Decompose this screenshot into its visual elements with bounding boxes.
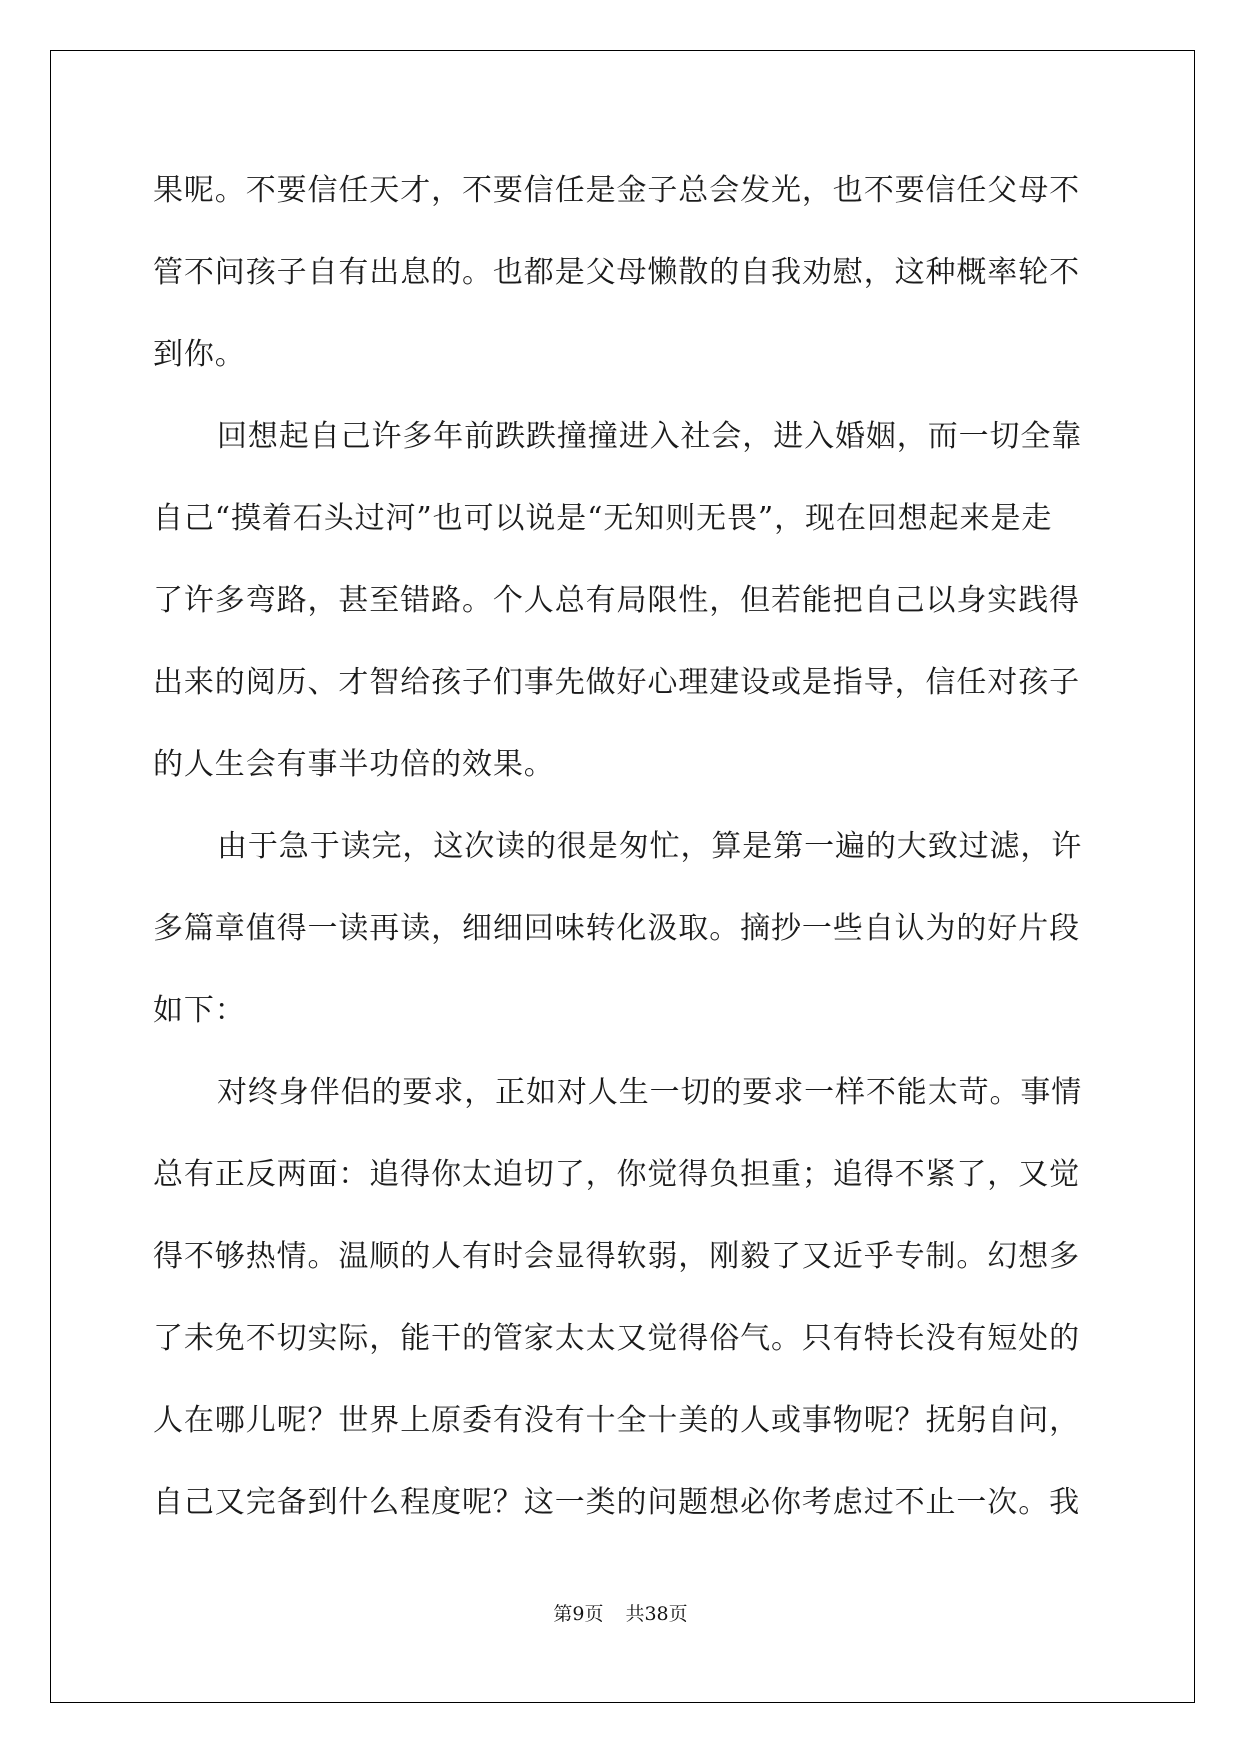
total-pages: 共38页 [625,1603,688,1625]
text-line: 管不问孩子自有出息的。也都是父母懒散的自我劝慰，这种概率轮不 [153,255,1080,290]
text-line: 自己又完备到什么程度呢？这一类的问题想必你考虑过不止一次。我 [153,1485,1080,1520]
text-line: 自己“摸着石头过河”也可以说是“无知则无畏”，现在回想起来是走 [153,501,1053,536]
text-line: 了未免不切实际，能干的管家太太又觉得俗气。只有特长没有短处的 [153,1321,1080,1356]
text-line: 得不够热情。温顺的人有时会显得软弱，刚毅了又近乎专制。幻想多 [153,1239,1080,1274]
paragraph-first-line: 回想起自己许多年前跌跌撞撞进入社会，进入婚姻，而一切全靠 [217,419,1083,454]
text-line: 的人生会有事半功倍的效果。 [153,747,555,782]
document-body [153,160,1093,1554]
text-line: 人在哪儿呢？世界上原委有没有十全十美的人或事物呢？抚躬自问， [153,1403,1080,1438]
page-number: 第9页 [553,1603,604,1625]
text-line: 到你。 [153,337,246,372]
text-line: 果呢。不要信任天才，不要信任是金子总会发光，也不要信任父母不 [153,173,1080,208]
paragraph-first-line: 由于急于读完，这次读的很是匆忙，算是第一遍的大致过滤，许 [217,829,1083,864]
text-line: 总有正反两面：追得你太迫切了，你觉得负担重；追得不紧了，又觉 [153,1157,1080,1192]
paragraph-first-line: 对终身伴侣的要求，正如对人生一切的要求一样不能太苛。事情 [217,1075,1083,1110]
text-line: 了许多弯路，甚至错路。个人总有局限性，但若能把自己以身实践得 [153,583,1080,618]
text-line: 如下： [153,993,246,1028]
page-footer [0,1602,1241,1626]
text-line: 多篇章值得一读再读，细细回味转化汲取。摘抄一些自认为的好片段 [153,911,1080,946]
text-line: 出来的阅历、才智给孩子们事先做好心理建设或是指导，信任对孩子 [153,665,1080,700]
